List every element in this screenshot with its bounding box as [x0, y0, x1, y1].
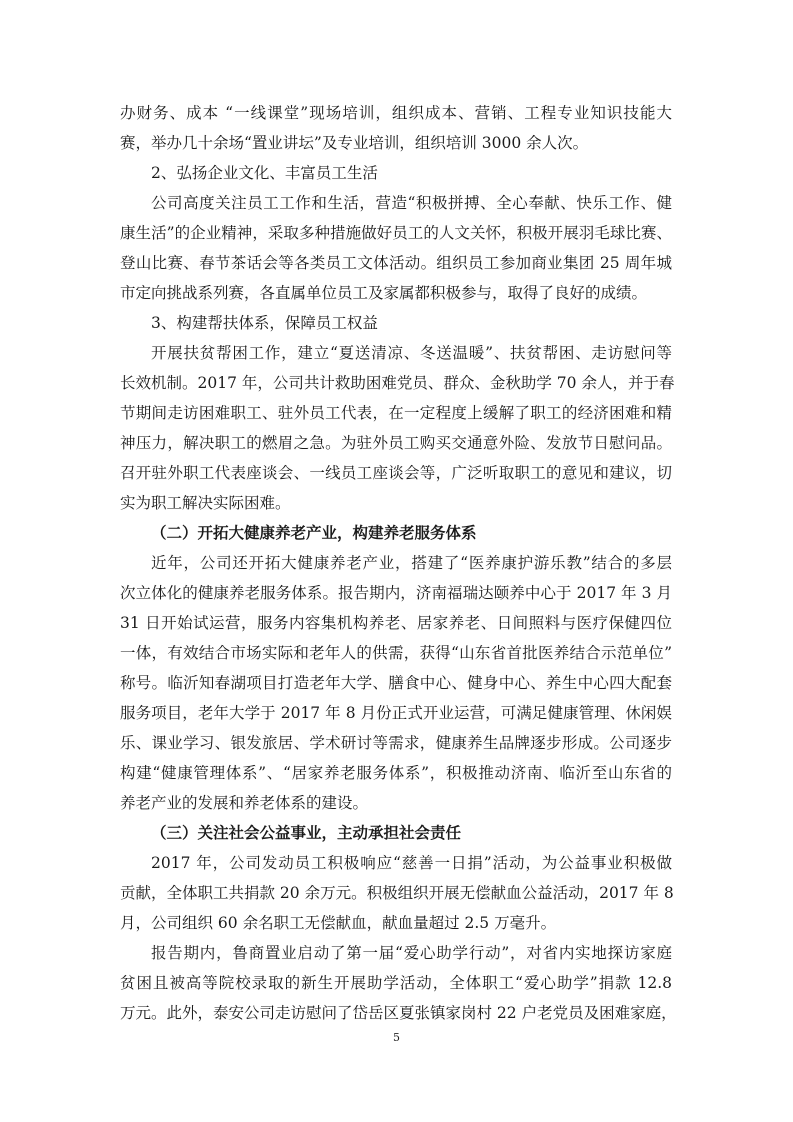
- paragraph-line: 乐、课业学习、银发旅居、学术研讨等需求，健康养生品牌逐步形成。公司逐步: [120, 734, 672, 752]
- section-heading: （二）开拓大健康养老产业，构建养老服务体系: [151, 523, 477, 542]
- section-subheading: 2、弘扬企业文化、丰富员工生活: [151, 164, 378, 182]
- paragraph-line: 养老产业的发展和养老体系的建设。: [120, 794, 369, 812]
- paragraph-line: 月，公司组织 60 余名职工无偿献血，献血量超过 2.5 万毫升。: [120, 914, 557, 932]
- paragraph-line: 服务项目，老年大学于 2017 年 8 月份正式开业运营，可满足健康管理、休闲娱: [120, 704, 672, 722]
- paragraph-line: 赛，举办几十余场“置业讲坛”及专业培训，组织培训 3000 余人次。: [120, 134, 589, 152]
- paragraph-line: 次立体化的健康养老服务体系。报告期内，济南福瑞达颐养中心于 2017 年 3 月: [120, 584, 672, 602]
- section-heading: （三）关注社会公益事业，主动承担社会责任: [151, 823, 462, 842]
- paragraph-line: 登山比赛、春节茶话会等各类员工文体活动。组织员工参加商业集团 25 周年城: [120, 254, 672, 272]
- paragraph-line: 开展扶贫帮困工作，建立“夏送清凉、冬送温暖”、扶贫帮困、走访慰问等: [151, 344, 672, 362]
- section-subheading: 3、构建帮扶体系，保障员工权益: [151, 314, 378, 332]
- paragraph-line: 称号。临沂知春湖项目打造老年大学、膳食中心、健身中心、养生中心四大配套: [120, 674, 672, 692]
- paragraph-line: 一体，有效结合市场实际和老年人的供需，获得“山东省首批医养结合示范单位”: [120, 644, 672, 662]
- paragraph-line: 康生活”的企业精神，采取多种措施做好员工的人文关怀，积极开展羽毛球比赛、: [120, 224, 672, 242]
- paragraph-line: 市定向挑战系列赛，各直属单位员工及家属都积极参与，取得了良好的成绩。: [120, 284, 648, 302]
- paragraph-line: 召开驻外职工代表座谈会、一线员工座谈会等，广泛听取职工的意见和建议，切: [120, 464, 672, 482]
- paragraph-line: 构建“健康管理体系”、“居家养老服务体系”，积极推动济南、临沂至山东省的: [120, 764, 672, 782]
- paragraph-line: 贡献，全体职工共捐款 20 余万元。积极组织开展无偿献血公益活动，2017 年 8: [120, 884, 674, 902]
- paragraph-line: 万元。此外，泰安公司走访慰问了岱岳区夏张镇家岗村 22 户老党员及困难家庭，: [120, 1004, 677, 1022]
- paragraph-line: 办财务、成本 “一线课堂”现场培训，组织成本、营销、工程专业知识技能大: [120, 104, 672, 122]
- paragraph-line: 节期间走访困难职工、驻外员工代表，在一定程度上缓解了职工的经济困难和精: [120, 404, 672, 422]
- paragraph-line: 近年，公司还开拓大健康养老产业，搭建了“医养康护游乐教”结合的多层: [151, 554, 672, 572]
- paragraph-line: 长效机制。2017 年，公司共计救助困难党员、群众、金秋助学 70 余人，并于春: [120, 374, 675, 392]
- paragraph-line: 报告期内，鲁商置业启动了第一届“爱心助学行动”，对省内实地探访家庭: [151, 944, 672, 962]
- paragraph-line: 贫困且被高等院校录取的新生开展助学活动，全体职工“爱心助学”捐款 12.8: [120, 974, 672, 992]
- paragraph-line: 实为职工解决实际困难。: [120, 494, 291, 512]
- page-number: 5: [393, 1031, 400, 1044]
- paragraph-line: 神压力，解决职工的燃眉之急。为驻外员工购买交通意外险、发放节日慰问品。: [120, 434, 672, 452]
- paragraph-line: 公司高度关注员工工作和生活，营造“积极拼搏、全心奉献、快乐工作、健: [151, 194, 672, 212]
- paragraph-line: 2017 年，公司发动员工积极响应“慈善一日捐”活动，为公益事业积极做: [151, 854, 672, 872]
- paragraph-line: 31 日开始试运营，服务内容集机构养老、居家养老、日间照料与医疗保健四位: [120, 614, 672, 632]
